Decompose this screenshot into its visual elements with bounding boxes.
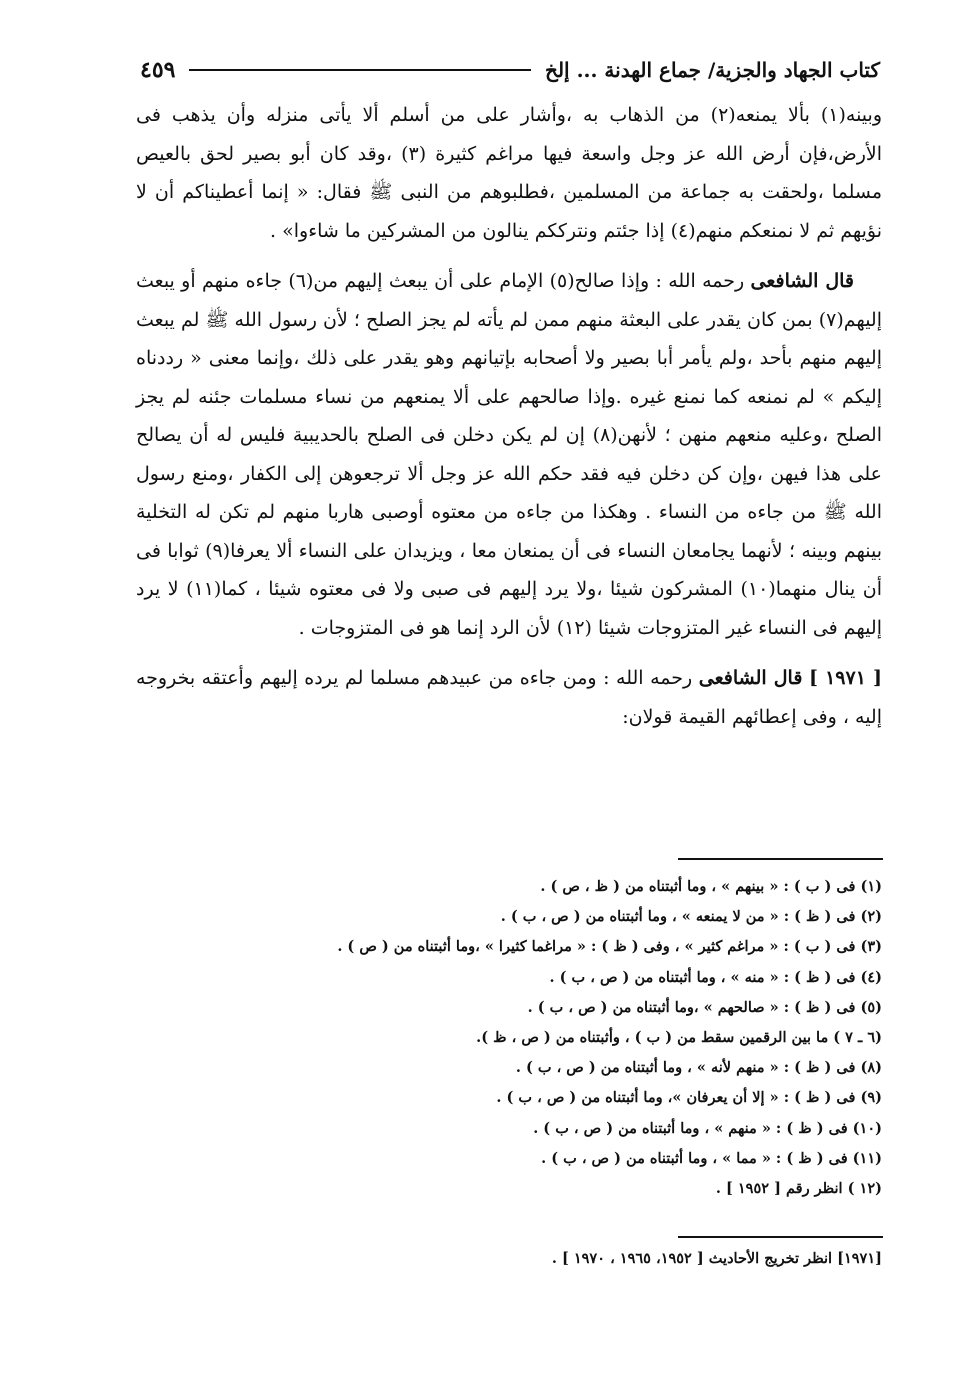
- speaker-name: قال الشافعى: [750, 270, 855, 292]
- paragraph-3: [136, 659, 882, 736]
- footnote: (١١) فى ( ظ ) : « مما » ، وما أثبتناه من ( ص ، ب ) .: [541, 1149, 882, 1167]
- footnote: (١٠) فى ( ظ ) : « منهم » ، وما أثبتناه من ( ص ، ب ) .: [533, 1119, 882, 1137]
- footnote-rule: [678, 858, 883, 860]
- footnote: (٨) فى ( ظ ) : « منهم لأنه » ، وما أثبتناه من ( ص ، ب ) .: [515, 1059, 882, 1077]
- paragraph-1: وبينه(١) بألا يمنعه(٢) من الذهاب به ،وأشار على من أسلم ألا يأتى منزله وأن يذهب فى الأرض،فإن أرض الله عز وجل واسعة فيها مراغم كثيرة (٣) ،وقد كان أبو بصير لحق بالعيص مسلما ،ولحقت به جماعة من المسلمين ،فطلبوهم من النبى ﷺ فقال: « إنما أعطيناكم أن لا نؤيهم ثم لا نمنعكم منهم(٤) إذا جئتم ونترككم ينالون من المشركين ما شاءوا» .: [136, 104, 882, 242]
- footnotes: [200, 872, 882, 1204]
- running-header: [140, 52, 880, 88]
- source-note: [١٩٧١] انظر تخريج الأحاديث [ ١٩٥٢، ١٩٦٥ ، ١٩٧٠ ] .: [551, 1250, 882, 1267]
- paragraph-3-text: ومن جاءه من عبيدهم مسلما لم يرده إليهم وأعتقه بخروجه إليه ، وفى إعطائهم القيمة قولان:: [136, 667, 882, 728]
- source-rule: [678, 1236, 883, 1238]
- paragraph-2: [136, 262, 882, 647]
- main-text: [136, 96, 882, 748]
- header-rule: [189, 69, 531, 71]
- chapter-title: كتاب الجهاد والجزية/ جماع الهدنة ... إلخ: [545, 58, 880, 82]
- page-number: ٤٥٩: [140, 57, 176, 83]
- footnote: (٣) فى ( ب ) : « مراغم كثير » ، وفى ( ظ ) : « مراغما كثيرا » ،وما أثبتناه من ( ص ) .: [337, 938, 882, 956]
- speaker-name-2: قال الشافعى: [698, 667, 803, 689]
- footnote: (٤) فى ( ظ ) : « منه » ، وما أثبتناه من ( ص ، ب ) .: [549, 968, 882, 986]
- speaker-honorific: رحمه الله :: [655, 270, 745, 292]
- footnote: (١٢ ) انظر رقم [ ١٩٥٢ ] .: [715, 1180, 882, 1198]
- entry-number: [ ١٩٧١ ]: [808, 667, 883, 689]
- footnote: (٢) فى ( ظ ) : « من لا يمنعه » ، وما أثبتناه من ( ص ، ب ) .: [500, 908, 882, 926]
- footnote: (٥) فى ( ظ ) : « صالحهم » ،وما أثبتناه من ( ص ، ب ) .: [527, 998, 882, 1016]
- footnote: (١) فى ( ب ) : « بينهم » ، وما أثبتناه من ( ظ ، ص ) .: [540, 878, 882, 895]
- paragraph-2-text: وإذا صالح(٥) الإمام على أن يبعث إليهم من(٦) جاءه منهم أو يبعث إليهم(٧) بمن كان يقدر على البعثة منهم ممن لم يأته لم يجز الصلح ؛ لأن رسول الله ﷺ لم يبعث إليهم منهم بأحد ،ولم يأمر أبا بصير ولا أصحابه بإتيانهم وهو يقدر على ذلك ،وإنما معنى « رددناه إليكم » لم نمنعه كما نمنع غيره .وإذا صالحهم على ألا يمنعهم من نساء مسلمات جئنه لم يجز الصلح ،وعليه منعهم منهن ؛ لأنهن(٨) إن لم يكن دخلن فى الصلح بالحديبية فليس له أن يصالح على هذا فيهن ،وإن كن دخلن فيه فقد حكم الله عز وجل ألا ترجعوهن إلى الكفار ،ومنع رسول الله ﷺ من جاءه من النساء . وهكذا من جاءه من معتوه أوصبى هاربا منهم لم تكن له التخلية بينهم وبينه ؛ لأنهما يجامعان النساء فى أن يمنعان معا ، ويزيدان على النساء ألا يعرفا(٩) ثوابا فى أن ينال منهما(١٠) المشركون شيئا ،ولا يرد إليهم فى صبى ولا فى معتوه شيئا ، كما(١١) لا يرد إليهم فى النساء غير المتزوجات شيئا (١٢) لأن الرد إنما هو فى المتزوجات .: [136, 270, 883, 639]
- footnote: (٩) فى ( ظ ) : « إلا أن يعرفان »، وما أثبتناه من ( ص ، ب ) .: [496, 1089, 882, 1107]
- footnote: (٦ ـ ٧ ) ما بين الرقمين سقط من ( ب ) ، وأثبتناه من ( ص ، ظ ).: [476, 1029, 882, 1047]
- speaker-honorific-2: رحمه الله :: [603, 667, 693, 689]
